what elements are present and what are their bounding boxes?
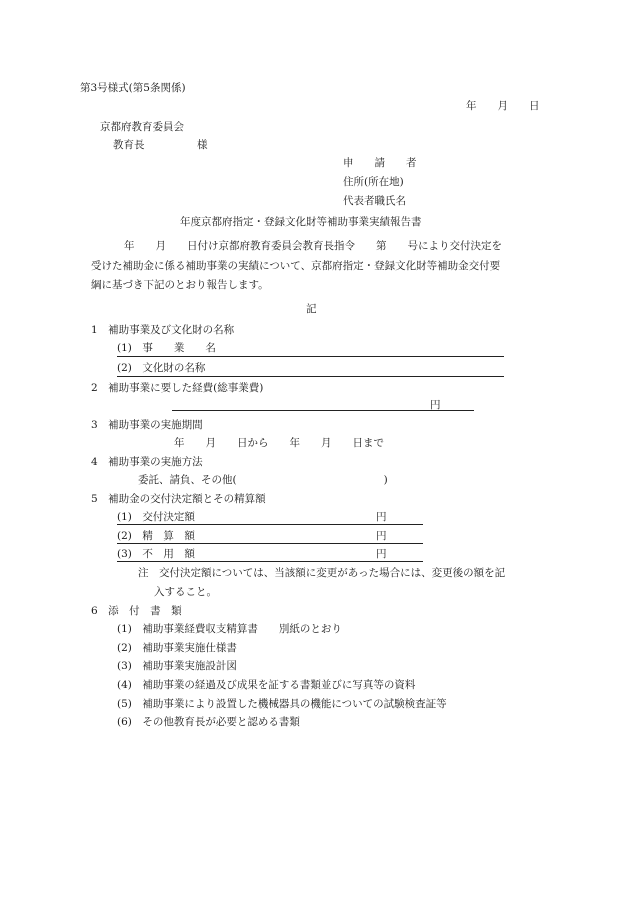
addressee-title: 教育長 様 xyxy=(113,139,208,151)
section5-row3-label: (3) 不 用 額 xyxy=(117,548,195,560)
section5-row1-unit: 円 xyxy=(376,511,387,523)
section5-row2-label: (2) 精 算 額 xyxy=(117,530,195,542)
section6-title: 6 添 付 書 類 xyxy=(91,605,182,617)
section5-note-line-1: 注 交付決定額については、当該額に変更があった場合には、変更後の額を記 xyxy=(138,567,506,579)
section5-row3-underline xyxy=(117,561,423,562)
section1-item2-underline xyxy=(117,376,504,377)
section4-title: 4 補助事業の実施方法 xyxy=(91,456,203,468)
section1-item1: (1) 事 業 名 xyxy=(117,342,216,354)
attachment-item-3: (3) 補助事業実施設計図 xyxy=(117,660,237,672)
section5-row3-unit: 円 xyxy=(376,548,387,560)
section1-title: 1 補助事業及び文化財の名称 xyxy=(91,324,235,336)
section5-row2-underline xyxy=(117,543,423,544)
section4-method: 委託、請負、その他( ) xyxy=(138,474,388,486)
ki-heading: 記 xyxy=(306,303,317,315)
section1-item2: (2) 文化財の名称 xyxy=(117,362,206,374)
form-number: 第3号様式(第5条関係) xyxy=(80,82,186,94)
section5-row1-label: (1) 交付決定額 xyxy=(117,511,195,523)
section1-item1-underline xyxy=(117,356,504,357)
date-line: 年 月 日 xyxy=(466,100,540,112)
attachment-item-6: (6) その他教育長が必要と認める書類 xyxy=(117,716,300,728)
intro-line-3: 綱に基づき下記のとおり報告します。 xyxy=(91,279,269,291)
section3-title: 3 補助事業の実施期間 xyxy=(91,419,203,431)
attachment-item-2: (2) 補助事業実施仕様書 xyxy=(117,642,237,654)
intro-line-2: 受けた補助金に係る補助事業の実績について、京都府指定・登録文化財等補助金交付要 xyxy=(91,260,501,272)
intro-line-1: 年 月 日付け京都府教育委員会教育長指令 第 号により交付決定を xyxy=(124,240,502,252)
section5-note-line-2: 入すること。 xyxy=(154,586,217,598)
section5-row1-underline xyxy=(117,524,423,525)
section2-title: 2 補助事業に要した経費(総事業費) xyxy=(91,382,264,394)
section2-unit: 円 xyxy=(430,399,441,411)
attachment-item-5: (5) 補助事業により設置した機械器具の機能についての試験検査証等 xyxy=(117,698,447,710)
addressee-org: 京都府教育委員会 xyxy=(100,121,184,133)
section5-row2-unit: 円 xyxy=(376,530,387,542)
document-title: 年度京都府指定・登録文化財等補助事業実績報告書 xyxy=(180,216,422,228)
applicant-address: 住所(所在地) xyxy=(343,176,404,188)
applicant-representative: 代表者職氏名 xyxy=(343,195,406,207)
section3-period: 年 月 日から 年 月 日まで xyxy=(174,437,384,449)
section2-underline xyxy=(172,410,474,411)
attachment-item-1: (1) 補助事業経費収支精算書 別紙のとおり xyxy=(117,623,342,635)
attachment-item-4: (4) 補助事業の経過及び成果を証する書類並びに写真等の資料 xyxy=(117,679,416,691)
section5-title: 5 補助金の交付決定額とその精算額 xyxy=(91,493,266,505)
applicant-heading: 申 請 者 xyxy=(343,157,417,169)
